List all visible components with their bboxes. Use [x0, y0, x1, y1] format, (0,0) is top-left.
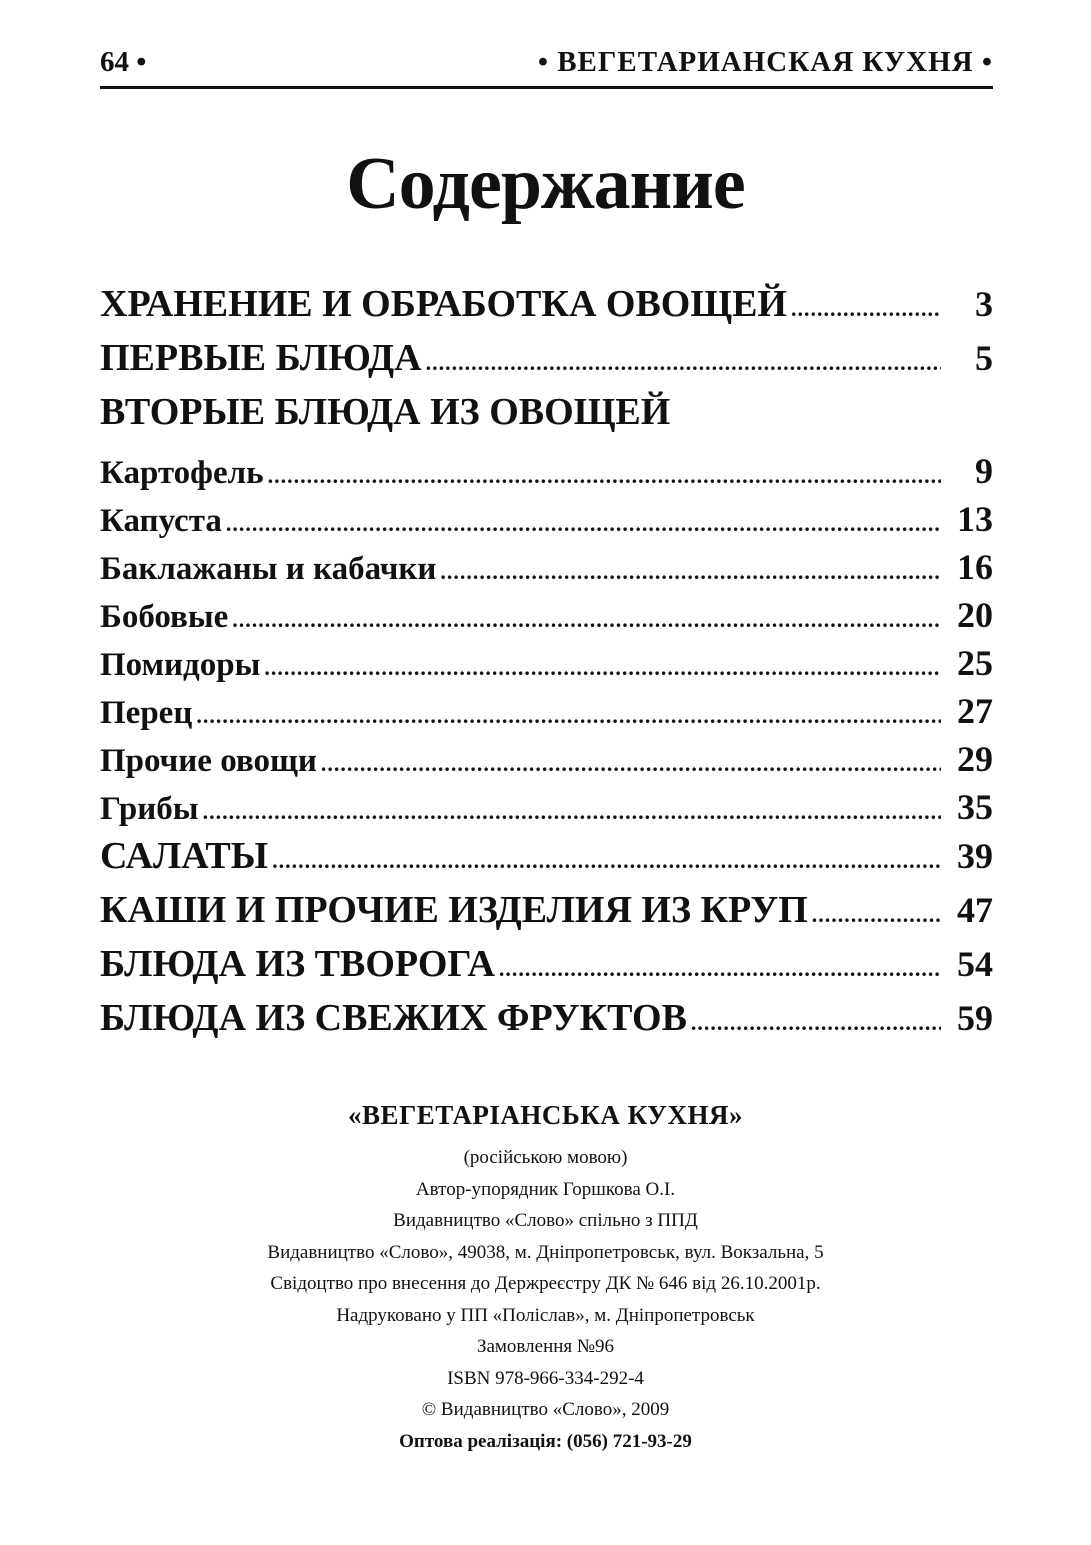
toc-entry-label: ВТОРЫЕ БЛЮДА ИЗ ОВОЩЕЙ [100, 391, 671, 433]
toc-entry [100, 786, 993, 834]
imprint-registry: Свідоцтво про внесення до Держреєстру ДК № 646 від 26.10.2001р. [270, 1273, 821, 1294]
toc-entry-page: 29 [957, 739, 993, 779]
imprint-author: Автор-упорядник Горшкова О.І. [415, 1178, 676, 1200]
imprint-isbn: ISBN 978-966-334-292-4 [447, 1367, 644, 1389]
toc-entry [100, 594, 993, 642]
imprint-publisher-joint: Видавництво «Слово» спільно з ППД [393, 1210, 698, 1231]
toc-entry [100, 642, 993, 690]
toc-entry-page: 9 [975, 451, 993, 491]
toc-entry-label: Баклажаны и кабачки [100, 551, 437, 587]
toc-entry [100, 942, 993, 996]
toc-entry-label: ХРАНЕНИЕ И ОБРАБОТКА ОВОЩЕЙ [100, 283, 787, 325]
imprint-language-note: (російською мовою) [463, 1147, 628, 1168]
toc-entry-label: САЛАТЫ [100, 835, 269, 877]
toc-entry-label: Перец [100, 695, 193, 731]
toc-dot-leader [791, 296, 941, 322]
imprint-copyright: © Видавництво «Слово», 2009 [421, 1399, 670, 1420]
toc-entry [100, 450, 993, 498]
toc-entry [100, 282, 993, 336]
toc-entry [100, 336, 993, 390]
toc-entry-page: 35 [957, 787, 993, 827]
toc-dot-leader [426, 350, 941, 376]
toc-entry [100, 996, 993, 1050]
toc-entry-label: БЛЮДА ИЗ СВЕЖИХ ФРУКТОВ [100, 997, 687, 1039]
toc-dot-leader [196, 703, 941, 729]
toc-dot-leader [226, 511, 941, 537]
toc-entry [100, 690, 993, 738]
toc-entry-page: 59 [957, 998, 993, 1038]
toc-dot-leader [499, 956, 941, 982]
toc-entry [100, 738, 993, 786]
page-title: Содержание [346, 143, 745, 225]
toc-entry [100, 390, 993, 450]
toc-entry-page: 39 [957, 836, 993, 876]
toc-entry-page: 27 [957, 691, 993, 731]
imprint-publisher-address: Видавництво «Слово», 49038, м. Дніпропетровськ, вул. Вокзальна, 5 [267, 1241, 824, 1263]
toc-dot-leader [440, 559, 941, 585]
toc-dot-leader [812, 902, 941, 928]
toc-entry-page: 20 [957, 595, 993, 635]
imprint-book-title: «ВЕГЕТАРІАНСЬКА КУХНЯ» [348, 1100, 743, 1130]
table-of-contents [100, 282, 993, 1050]
toc-entry [100, 546, 993, 594]
toc-entry-label: ПЕРВЫЕ БЛЮДА [100, 337, 422, 379]
toc-entry-page: 3 [975, 284, 993, 324]
toc-entry-label: Грибы [100, 791, 199, 827]
toc-dot-leader [321, 751, 941, 777]
page-header [100, 40, 993, 89]
imprint-wholesale: Оптова реалізація: (056) 721-93-29 [399, 1430, 692, 1452]
toc-entry-page: 13 [957, 499, 993, 539]
toc-entry-label: Прочие овощи [100, 743, 317, 779]
toc-entry-label: Капуста [100, 503, 222, 539]
toc-dot-leader [272, 848, 941, 874]
imprint-printed-by: Надруковано у ПП «Поліслав», м. Дніпропетровськ [336, 1304, 755, 1326]
toc-entry-label: Картофель [100, 455, 264, 491]
toc-entry-label: Бобовые [100, 599, 229, 635]
imprint-block [0, 1100, 1091, 1457]
toc-entry-page: 25 [957, 643, 993, 683]
toc-entry-label: Помидоры [100, 647, 261, 683]
toc-entry-page: 5 [975, 338, 993, 378]
toc-entry-label: КАШИ И ПРОЧИЕ ИЗДЕЛИЯ ИЗ КРУП [100, 889, 808, 931]
toc-entry-page: 16 [957, 547, 993, 587]
toc-entry [100, 498, 993, 546]
toc-entry [100, 834, 993, 888]
toc-dot-leader [203, 799, 941, 825]
toc-dot-leader [691, 1010, 941, 1036]
toc-dot-leader [264, 655, 941, 681]
running-title: • ВЕГЕТАРИАНСКАЯ КУХНЯ • [537, 46, 993, 78]
toc-dot-leader [232, 607, 941, 633]
toc-entry-page: 47 [957, 890, 993, 930]
toc-entry [100, 888, 993, 942]
page-number: 64 • [100, 46, 147, 78]
imprint-order: Замовлення №96 [476, 1336, 615, 1357]
toc-dot-leader [268, 463, 941, 489]
toc-entry-label: БЛЮДА ИЗ ТВОРОГА [100, 943, 495, 985]
toc-entry-page: 54 [957, 944, 993, 984]
